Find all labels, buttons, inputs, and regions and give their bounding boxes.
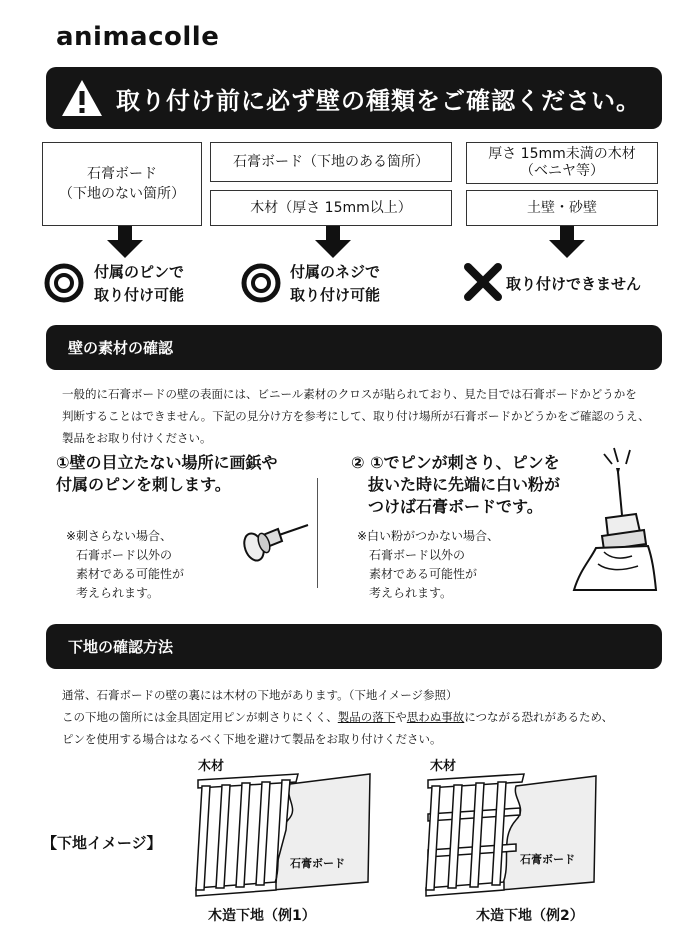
double-circle-icon — [44, 263, 84, 303]
wall-type-earth-sand: 土壁・砂壁 — [466, 190, 658, 226]
wall-type-wood-thick: 木材（厚さ 15mm以上） — [210, 190, 452, 226]
note-text: 素材である可能性が — [76, 567, 185, 581]
warning-icon — [60, 78, 104, 118]
down-arrow-icon — [547, 226, 587, 260]
step-text: ② ①でピンが刺さり、ピンを — [351, 453, 560, 472]
wall-type-thin-wood — [466, 142, 658, 184]
wall-type-text: 石膏ボード — [87, 166, 157, 182]
paragraph-line: ピンを使用する場合はなるべく下地を避けて製品をお取り付けください。 — [62, 732, 442, 746]
warning-text: 取り付け前に必ず壁の種類をご確認ください。 — [116, 86, 641, 115]
paragraph-text: につながる恐れがあるため、 — [464, 710, 614, 724]
step-2 — [351, 452, 560, 518]
result-not-mountable: 取り付けできません — [506, 275, 642, 293]
hand-holding-pin-icon — [560, 440, 670, 595]
push-pin-icon — [234, 515, 314, 565]
result-pin-ok — [94, 261, 184, 307]
note-text: 考えられます。 — [369, 586, 453, 600]
wall-type-gypsum-no-stud — [42, 142, 202, 226]
note-text: 考えられます。 — [76, 586, 160, 600]
note-text: 石膏ボード以外の — [369, 548, 466, 562]
wall-type-text: 厚さ 15mm未満の木材 — [488, 146, 636, 162]
divider — [317, 478, 318, 588]
stud-example-1-illustration — [190, 770, 380, 900]
wall-type-text: （ベニヤ等） — [519, 163, 604, 179]
down-arrow-icon — [313, 226, 353, 260]
section-title-stud-check: 下地の確認方法 — [46, 624, 662, 669]
caption-example-1: 木造下地（例1） — [208, 908, 316, 924]
note-text: ※刺さらない場合、 — [66, 529, 173, 543]
step-2-note — [357, 527, 499, 603]
step-text: ①壁の目立たない場所に画鋲や — [56, 453, 278, 472]
result-screw-ok — [290, 261, 380, 307]
note-text: ※白い粉がつかない場合、 — [357, 529, 500, 543]
step-text: 抜いた時に先端に白い粉が — [368, 475, 561, 494]
step-text: つけば石膏ボードです。 — [368, 497, 543, 516]
paragraph-line: 製品をお取り付けください。 — [62, 431, 212, 445]
wood-label: 木材 — [198, 759, 225, 774]
down-arrow-icon — [105, 226, 145, 260]
step-1-note — [66, 527, 184, 603]
stud-image-label: 【下地イメージ】 — [42, 834, 162, 852]
gypsum-board-label: 石膏ボード — [290, 857, 345, 870]
wall-type-text: （下地のない箇所） — [59, 186, 185, 202]
paragraph-line: 判断することはできません。下記の見分け方を参考にして、取り付け場所が石膏ボードかどうかをご確認のうえ、 — [62, 409, 650, 423]
paragraph-line — [62, 706, 662, 728]
paragraph-text: や — [395, 710, 407, 724]
brand-logo: animacolle — [56, 22, 220, 52]
result-text: 付属のピンで — [94, 263, 185, 281]
caption-example-2: 木造下地（例2） — [476, 908, 584, 924]
result-text: 取り付け可能 — [290, 286, 381, 304]
cross-icon — [463, 262, 503, 302]
note-text: 素材である可能性が — [369, 567, 478, 581]
wall-type-gypsum-with-stud: 石膏ボード（下地のある箇所） — [210, 142, 452, 182]
paragraph-line: 通常、石膏ボードの壁の裏には木材の下地があります。（下地イメージ参照） — [62, 688, 458, 702]
paragraph-line: 一般的に石膏ボードの壁の表面には、ビニール素材のクロスが貼られており、見た目では石膏ボードかどうかを — [62, 387, 637, 401]
stud-example-2-illustration — [420, 770, 610, 900]
emphasis-text: 思わぬ事故 — [406, 710, 465, 724]
warning-banner — [46, 67, 662, 129]
step-1 — [56, 452, 278, 496]
note-text: 石膏ボード以外の — [76, 548, 173, 562]
section-title-material-check: 壁の素材の確認 — [46, 325, 662, 370]
paragraph-text: この下地の箇所には金具固定用ピンが刺さりにくく、 — [62, 710, 338, 724]
stud-check-paragraph — [62, 684, 662, 750]
gypsum-board-label: 石膏ボード — [520, 853, 575, 866]
wood-label: 木材 — [430, 759, 457, 774]
double-circle-icon — [241, 263, 281, 303]
result-text: 付属のネジで — [290, 263, 381, 281]
emphasis-text: 製品の落下 — [337, 710, 396, 724]
result-text: 取り付け可能 — [94, 286, 185, 304]
step-text: 付属のピンを刺します。 — [56, 475, 231, 494]
